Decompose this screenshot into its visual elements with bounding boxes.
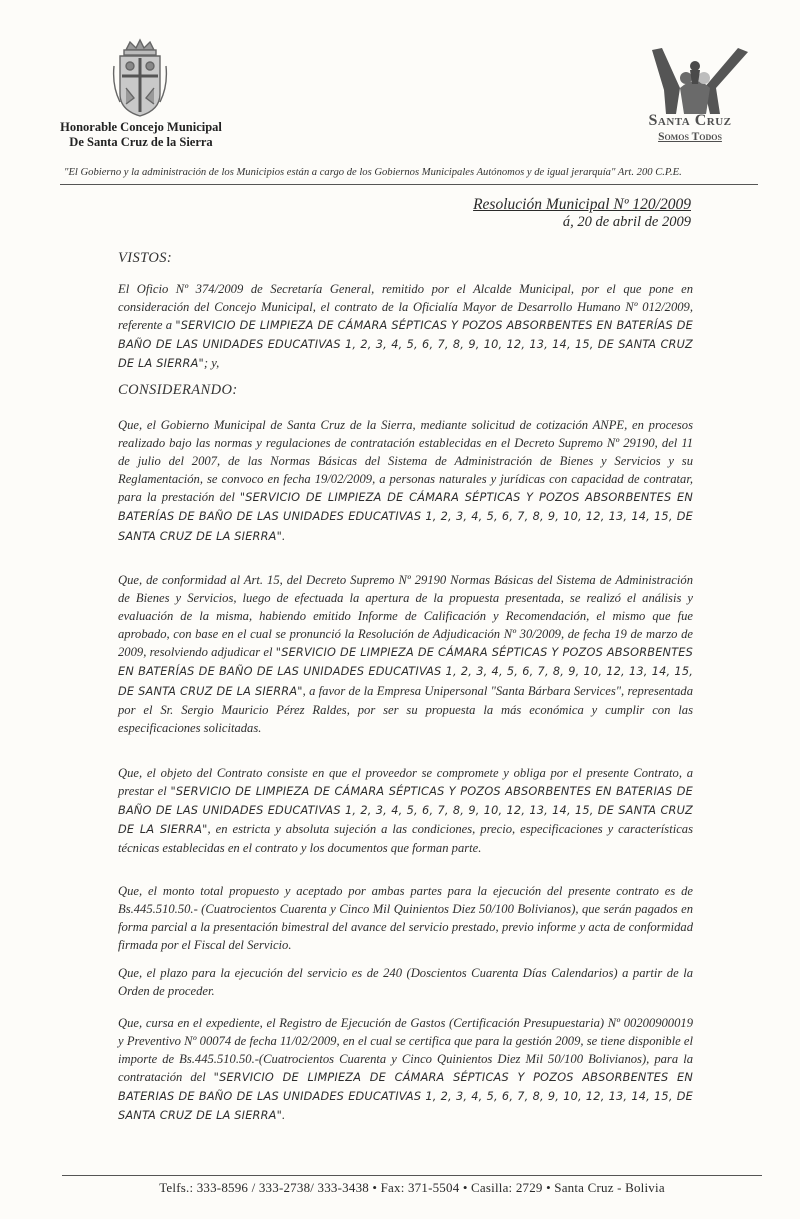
paragraph-text: , a favor de la Empresa Unipersonal "Santa Bárbara Services", representada por el Sr. Sergio Mauricio Pérez Raldes, por ser su propuesta la más económica y cumplir con las especificaciones solicitadas. bbox=[118, 683, 693, 735]
paragraph-text: El Oficio Nº 374/2009 de Secretaría General, remitido por el Alcalde Municipal, por el que pone en consideración del Concejo Municipal, el contrato de la Oficialía Mayor de Desarrollo Humano Nº 012/2009, referente a bbox=[118, 282, 693, 333]
council-line-1: Honorable Concejo Municipal bbox=[60, 120, 222, 134]
service-name: "SERVICIO DE LIMPIEZA DE CÁMARA SÉPTICAS Y POZOS ABSORBENTES EN BATERIAS DE BAÑO DE LAS UNIDADES EDUCATIVAS 1, 2, 3, 4, 5, 6, 7, 8, 9, 10, 12, 13, 14, 15, DE SANTA CRUZ DE LA SIERRA" bbox=[118, 1071, 693, 1123]
considerando-paragraph-6 bbox=[118, 1014, 693, 1126]
resolution-date: á, 20 de abril de 2009 bbox=[562, 214, 691, 230]
paragraph-text: Que, cursa en el expediente, el Registro de Ejecución de Gastos (Certificación Presupuestaria) Nº 00200900019 y Preventivo Nº 00074 de fecha 11/02/2009, en el cual se certifica que para la gestión 2009, se tiene disponible el importe de Bs.445.510.50.-(Cuatrocientos Cuarenta y Cinco Quinientos Diez Mil 50/100 Bolivianos), para la contratación del bbox=[118, 1016, 693, 1085]
footer-divider bbox=[62, 1175, 762, 1176]
resolution-title: Resolución Municipal Nº 120/2009 bbox=[473, 196, 691, 213]
paragraph-text: ; y, bbox=[203, 356, 220, 371]
paragraph-text: . bbox=[281, 1108, 286, 1123]
service-name: "SERVICIO DE LIMPIEZA DE CÁMARA SÉPTICAS Y POZOS ABSORBENTES EN BATERIAS DE BAÑO DE LAS UNIDADES EDUCATIVAS 1, 2, 3, 4, 5, 6, 7, 8, 9, 10, 12, 13, 14, 15, DE SANTA CRUZ DE LA SIERRA" bbox=[118, 785, 693, 837]
paragraph-text: Que, el objeto del Contrato consiste en que el proveedor se compromete y obliga por el presente Contrato, a prestar el bbox=[118, 766, 693, 799]
considerando-heading: CONSIDERANDO: bbox=[118, 382, 238, 398]
considerando-paragraph-5 bbox=[118, 964, 693, 1000]
service-name: "SERVICIO DE LIMPIEZA DE CÁMARA SÉPTICAS Y POZOS ABSORBENTES EN BATERÍAS DE BAÑO DE LAS UNIDADES EDUCATIVAS 1, 2, 3, 4, 5, 6, 7, 8, 9, 10, 12, 13, 14, 15, DE SANTA CRUZ DE LA SIERRA" bbox=[118, 646, 694, 698]
considerando-paragraph-3 bbox=[118, 764, 693, 857]
paragraph-text: , en estricta y absoluta sujeción a las condiciones, precio, especificaciones y características técnicas establecidas en el contrato y los documentos que forman parte. bbox=[118, 822, 693, 856]
santa-cruz-logo-icon bbox=[640, 44, 750, 116]
vistos-paragraph bbox=[118, 280, 693, 373]
paragraph-text: Que, de conformidad al Art. 15, del Decreto Supremo Nº 29190 Normas Básicas del Sistema de Administración de Bienes y Servicios, luego de efectuada la apertura de la propuesta presentada, se realizó el análisis y evaluación de la misma, habiendo emitido Informe de Calificación y Recomendación, el mismo que fue aprobado, con base en el cual se pronunció la Resolución de Adjudicación Nº 30/2009, de fecha 19 de marzo de 2009, resolviendo adjudicar el bbox=[118, 573, 693, 660]
council-line-2: De Santa Cruz de la Sierra bbox=[69, 135, 213, 149]
brand-slogan: Somos Todos bbox=[658, 131, 722, 143]
service-name: "SERVICIO DE LIMPIEZA DE CÁMARA SÉPTICAS Y POZOS ABSORBENTES EN BATERÍAS DE BAÑO DE LAS UNIDADES EDUCATIVAS 1, 2, 3, 4, 5, 6, 7, 8, 9, 10, 12, 13, 14, 15, DE SANTA CRUZ DE LA SIERRA" bbox=[118, 319, 694, 371]
municipal-crest-icon bbox=[112, 36, 168, 120]
brand-name: Santa Cruz bbox=[648, 112, 732, 129]
considerando-paragraph-1 bbox=[118, 416, 693, 546]
vistos-heading: VISTOS: bbox=[118, 250, 173, 266]
paragraph-text: Que, el Gobierno Municipal de Santa Cruz de la Sierra, mediante solicitud de cotización ANPE, en procesos realizado bajo las normas y regulaciones de contratación establecidas en el Decreto Supremo Nº 29190, del 11 de julio del 2007, de las Normas Básicas del Sistema de Administración de Bienes y Servicios y su Reglamentación, se convoco en fecha 19/02/2009, a personas naturales y jurídicas con capacidad de contratar, para la prestación del bbox=[118, 418, 693, 505]
council-name bbox=[46, 120, 236, 150]
constitution-quote: "El Gobierno y la administración de los Municipios están a cargo de los Gobiernos Municipales Autónomos y de igual jerarquía" Art. 200 C.P.E. bbox=[64, 167, 682, 178]
paragraph-text: . bbox=[281, 528, 286, 543]
service-name: "SERVICIO DE LIMPIEZA DE CÁMARA SÉPTICAS Y POZOS ABSORBENTES EN BATERÍAS DE BAÑO DE LAS UNIDADES EDUCATIVAS 1, 2, 3, 4, 5, 6, 7, 8, 9, 10, 12, 13, 14, 15, DE SANTA CRUZ DE LA SIERRA" bbox=[118, 491, 693, 543]
considerando-paragraph-2 bbox=[118, 571, 693, 737]
considerando-paragraph-4 bbox=[118, 882, 693, 954]
footer-contact: Telfs.: 333-8596 / 333-2738/ 333-3438 • Fax: 371-5504 • Casilla: 2729 • Santa Cruz - Bolivia bbox=[159, 1180, 665, 1195]
header-divider bbox=[60, 184, 758, 185]
paragraph-text: Que, el monto total propuesto y aceptado por ambas partes para la ejecución del presente contrato es de Bs.445.510.50.- (Cuatrocientos Cuarenta y Cinco Mil Quinientos Diez 50/100 Bolivianos), que serán pagados en forma parcial a la presentación bimestral del avance del servicio prestado, previo informe y acta de conformidad firmada por el Fiscal del Servicio. bbox=[118, 884, 693, 953]
paragraph-text: Que, el plazo para la ejecución del servicio es de 240 (Doscientos Cuarenta Días Calendarios) a partir de la Orden de proceder. bbox=[118, 966, 693, 999]
